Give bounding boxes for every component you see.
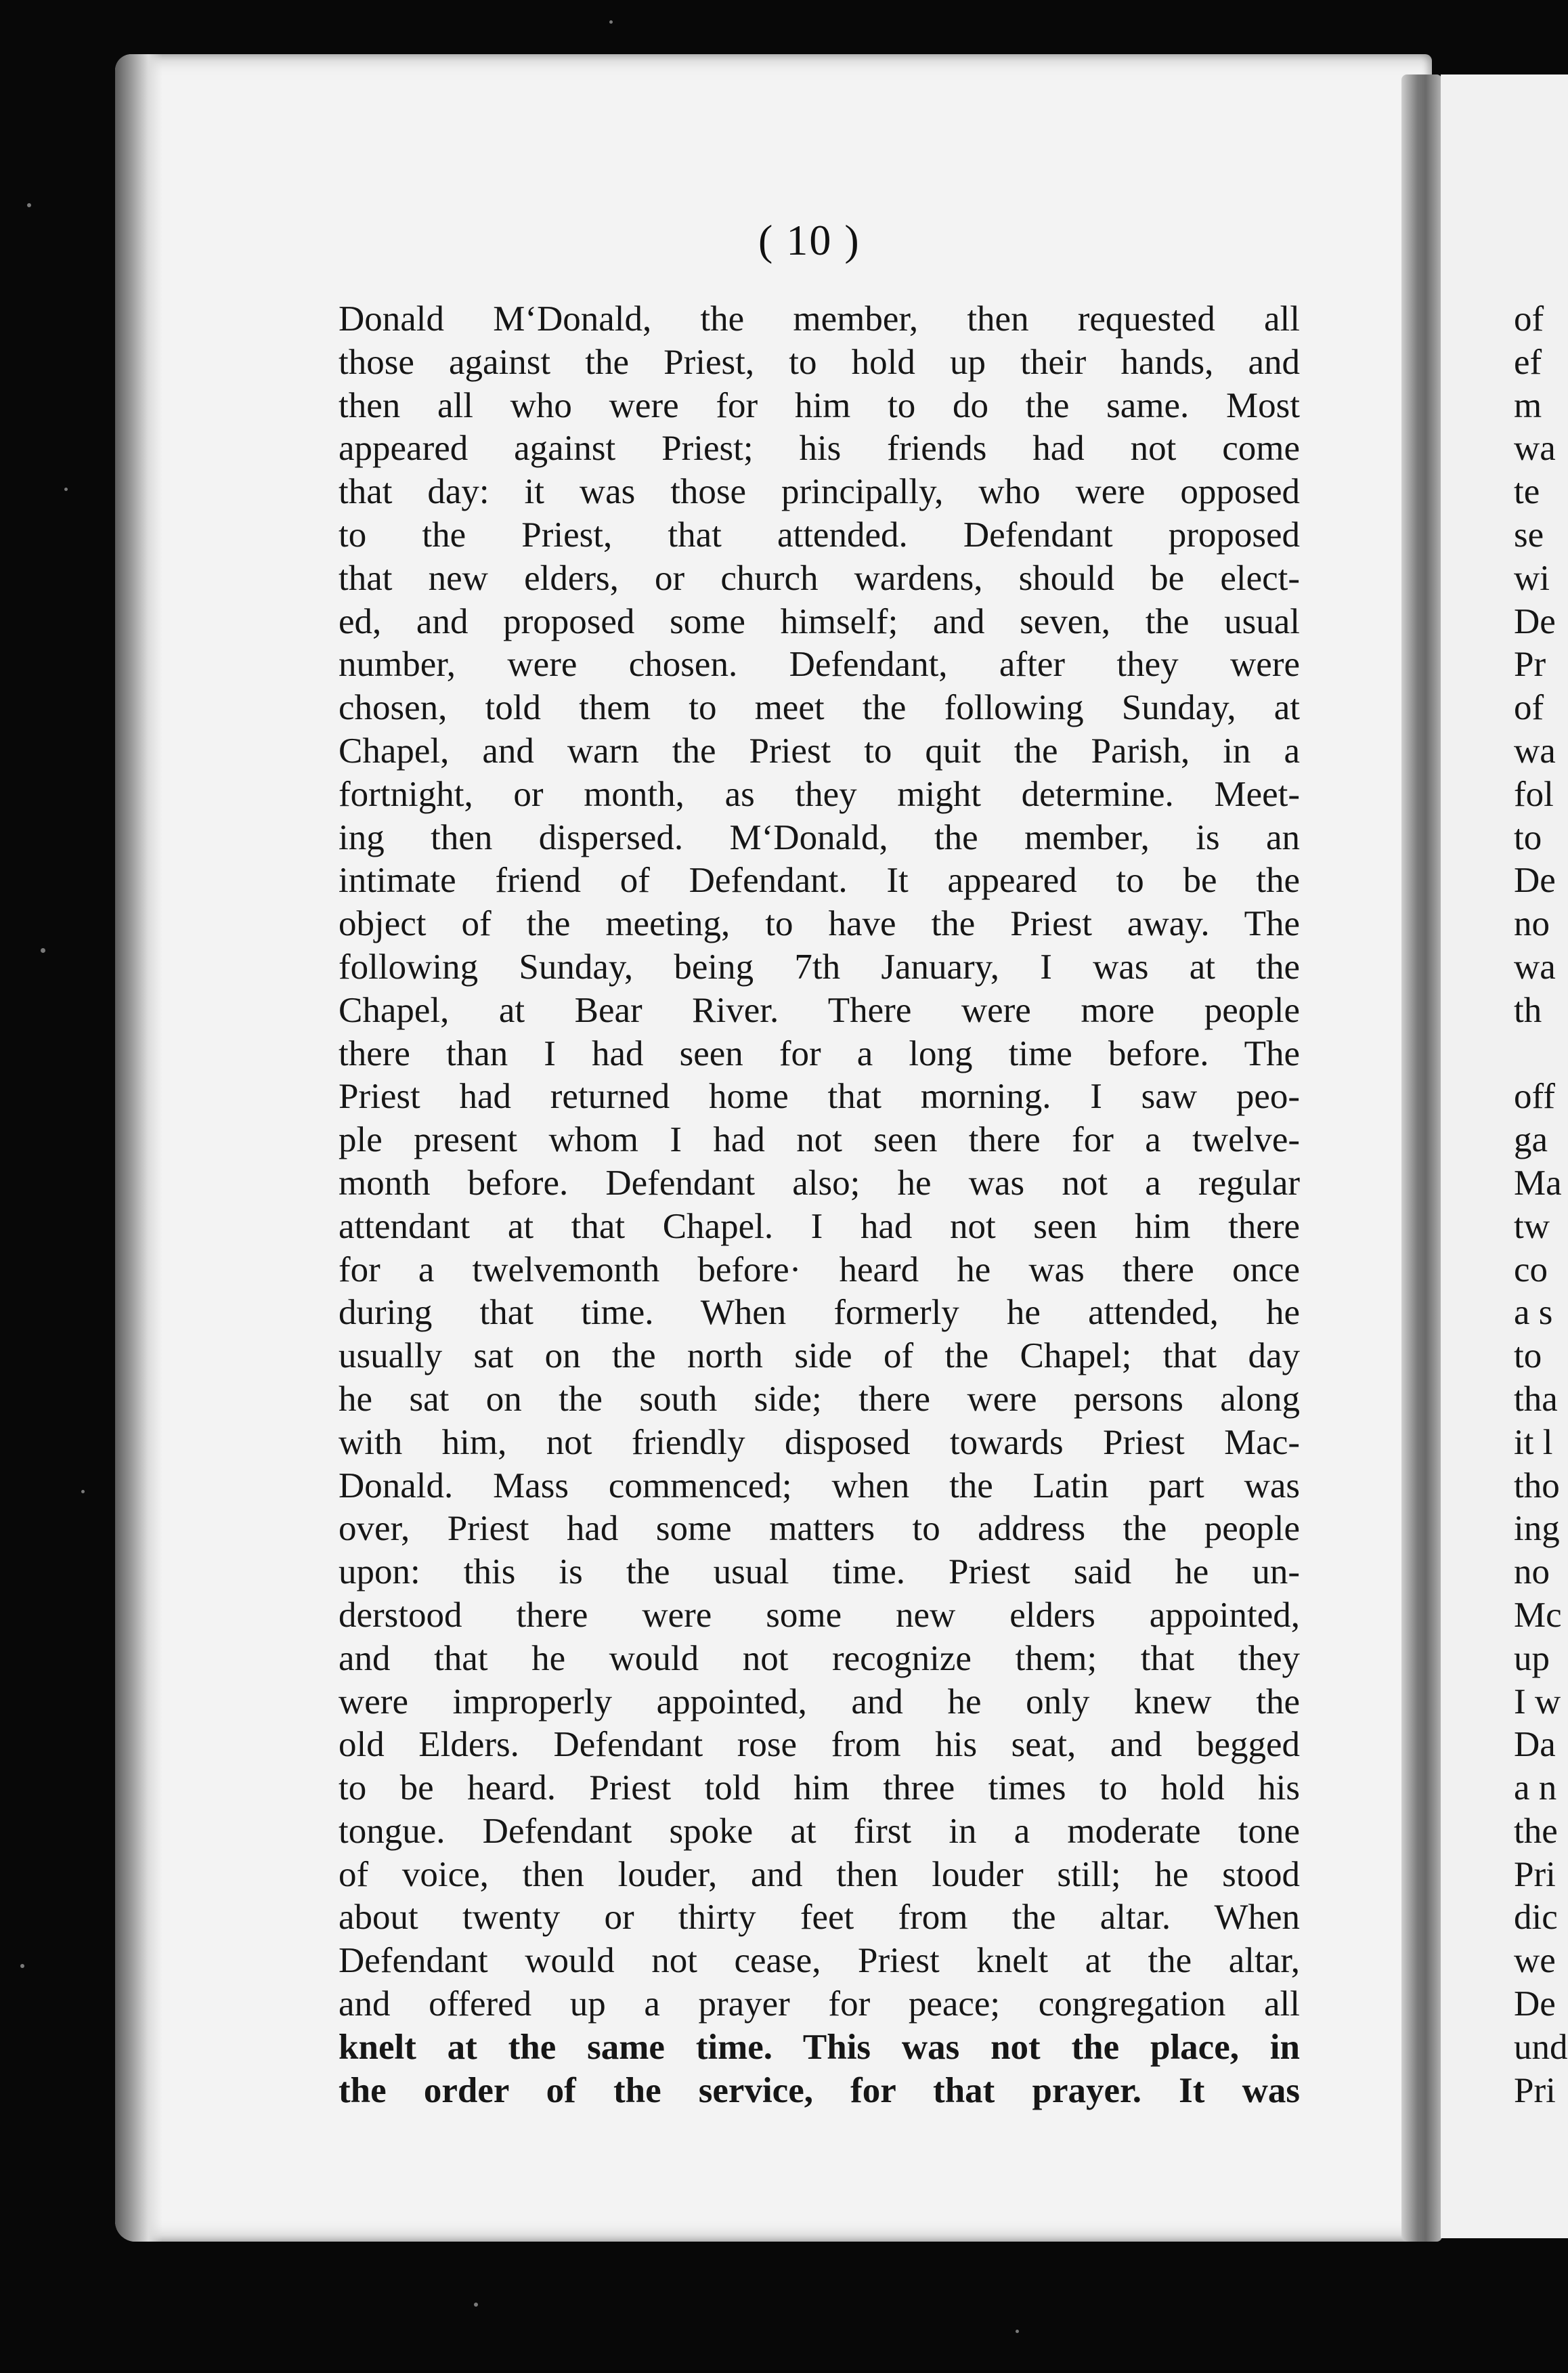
- margin-fragment: Da: [1514, 1725, 1556, 1765]
- margin-fragment: ef: [1514, 342, 1542, 382]
- text-line: the order of the service, for that prayer. It was: [339, 2070, 1300, 2110]
- margin-fragment: ing: [1514, 1509, 1560, 1549]
- text-line: and that he would not recognize them; that they: [339, 1638, 1300, 1678]
- margin-gap: [1514, 1033, 1568, 1076]
- margin-fragment: of: [1514, 688, 1544, 728]
- facing-page-text-fragments: [1514, 298, 1568, 2112]
- margin-fragment: tha: [1514, 1379, 1558, 1419]
- text-line: Defendant would not cease, Priest knelt at the altar,: [339, 1941, 1300, 1981]
- text-line: intimate friend of Defendant. It appeared to be the: [339, 861, 1300, 901]
- text-line: knelt at the same time. This was not the place, in: [339, 2027, 1300, 2067]
- margin-fragment: it l: [1514, 1422, 1553, 1462]
- margin-fragment: De: [1514, 1984, 1556, 2024]
- margin-fragment: wa: [1514, 947, 1556, 987]
- margin-fragment: wi: [1514, 558, 1550, 598]
- margin-fragment: up: [1514, 1638, 1550, 1678]
- dust-speck: [609, 20, 613, 24]
- text-line: to be heard. Priest told him three times to hold his: [339, 1768, 1300, 1808]
- text-line: appeared against Priest; his friends had not come: [339, 429, 1300, 469]
- margin-fragment: off: [1514, 1077, 1555, 1117]
- text-line: month before. Defendant also; he was not a regular: [339, 1163, 1300, 1203]
- margin-fragment: I w: [1514, 1682, 1561, 1722]
- text-line: following Sunday, being 7th January, I was at the: [339, 947, 1300, 987]
- book-gutter: [1401, 74, 1442, 2242]
- margin-fragment: dic: [1514, 1898, 1558, 1938]
- text-line: attendant at that Chapel. I had not seen him there: [339, 1206, 1300, 1246]
- margin-fragment: tho: [1514, 1466, 1560, 1505]
- margin-fragment: fol: [1514, 774, 1554, 814]
- margin-fragment: to: [1514, 1336, 1542, 1376]
- text-line: ing then dispersed. M‘Donald, the member, is an: [339, 817, 1300, 857]
- margin-fragment: Pri: [1514, 2070, 1556, 2110]
- margin-fragment: we: [1514, 1941, 1556, 1981]
- text-line: he sat on the south side; there were persons along: [339, 1379, 1300, 1419]
- text-line: were improperly appointed, and he only knew the: [339, 1682, 1300, 1722]
- margin-fragment: De: [1514, 601, 1556, 641]
- page-number: ( 10 ): [758, 216, 861, 264]
- text-line: usually sat on the north side of the Chapel; that day: [339, 1336, 1300, 1376]
- text-line: object of the meeting, to have the Priest away. The: [339, 904, 1300, 944]
- text-line: Donald. Mass commenced; when the Latin part was: [339, 1466, 1300, 1505]
- text-line: that day: it was those principally, who were opposed: [339, 472, 1300, 512]
- text-line: Donald M‘Donald, the member, then requested all: [339, 299, 1300, 339]
- margin-fragment: no: [1514, 1552, 1550, 1592]
- text-line: Chapel, at Bear River. There were more people: [339, 990, 1300, 1030]
- margin-fragment: th: [1514, 990, 1542, 1030]
- margin-fragment: Pr: [1514, 645, 1546, 685]
- dust-speck: [20, 1964, 24, 1968]
- dust-speck: [64, 488, 68, 491]
- text-line: derstood there were some new elders appointed,: [339, 1595, 1300, 1635]
- text-line: those against the Priest, to hold up their hands, and: [339, 342, 1300, 382]
- text-line: fortnight, or month, as they might determine. Meet-: [339, 774, 1300, 814]
- text-line: Chapel, and warn the Priest to quit the Parish, in a: [339, 731, 1300, 771]
- text-line: over, Priest had some matters to address the people: [339, 1509, 1300, 1549]
- text-line: for a twelvemonth before· heard he was there once: [339, 1249, 1300, 1289]
- dust-speck: [1016, 2330, 1019, 2333]
- margin-fragment: of: [1514, 299, 1544, 339]
- margin-fragment: tw: [1514, 1206, 1550, 1246]
- margin-fragment: m: [1514, 385, 1542, 425]
- text-line: that new elders, or church wardens, should be elect-: [339, 558, 1300, 598]
- text-line: upon: this is the usual time. Priest said he un-: [339, 1552, 1300, 1592]
- margin-fragment: to: [1514, 817, 1542, 857]
- margin-fragment: Pri: [1514, 1854, 1556, 1894]
- text-line: and offered up a prayer for peace; congregation all: [339, 1984, 1300, 2024]
- text-line: then all who were for him to do the same. Most: [339, 385, 1300, 425]
- text-line: during that time. When formerly he attended, he: [339, 1293, 1300, 1333]
- text-line: there than I had seen for a long time before. The: [339, 1033, 1300, 1073]
- margin-fragment: und: [1514, 2027, 1568, 2067]
- dust-speck: [41, 948, 45, 953]
- margin-fragment: Ma: [1514, 1163, 1562, 1203]
- text-line: about twenty or thirty feet from the altar. When: [339, 1898, 1300, 1938]
- text-line: tongue. Defendant spoke at first in a moderate tone: [339, 1811, 1300, 1851]
- margin-fragment: se: [1514, 515, 1544, 555]
- margin-fragment: te: [1514, 472, 1540, 512]
- dust-speck: [474, 2303, 478, 2307]
- margin-fragment: co: [1514, 1249, 1548, 1289]
- dust-speck: [27, 203, 31, 207]
- dust-speck: [81, 1490, 85, 1493]
- margin-fragment: wa: [1514, 731, 1556, 771]
- text-line: chosen, told them to meet the following Sunday, at: [339, 688, 1300, 728]
- text-line: old Elders. Defendant rose from his seat, and begged: [339, 1725, 1300, 1765]
- text-line: number, were chosen. Defendant, after they were: [339, 645, 1300, 685]
- margin-fragment: no: [1514, 904, 1550, 944]
- text-line: with him, not friendly disposed towards Priest Mac-: [339, 1422, 1300, 1462]
- margin-fragment: De: [1514, 861, 1556, 901]
- margin-fragment: wa: [1514, 429, 1556, 469]
- text-line: Priest had returned home that morning. I saw peo-: [339, 1077, 1300, 1117]
- margin-fragment: a s: [1514, 1293, 1553, 1333]
- margin-fragment: the: [1514, 1811, 1558, 1851]
- text-line: ple present whom I had not seen there for a twelve-: [339, 1120, 1300, 1160]
- body-text: [339, 298, 1300, 2112]
- text-line: of voice, then louder, and then louder still; he stood: [339, 1854, 1300, 1894]
- text-line: ed, and proposed some himself; and seven, the usual: [339, 601, 1300, 641]
- margin-fragment: ga: [1514, 1120, 1548, 1160]
- margin-fragment: a n: [1514, 1768, 1557, 1808]
- margin-fragment: Mc: [1514, 1595, 1562, 1635]
- text-line: to the Priest, that attended. Defendant proposed: [339, 515, 1300, 555]
